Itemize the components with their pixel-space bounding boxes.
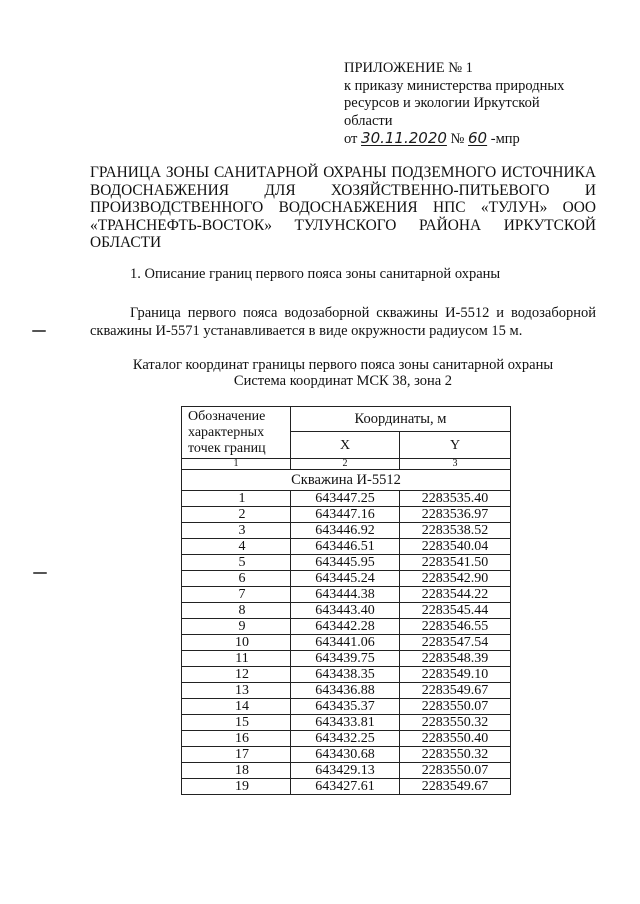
coord-x: 643442.28 [291, 619, 400, 635]
table-row [182, 491, 511, 507]
point-number: 3 [182, 523, 291, 539]
point-number: 18 [182, 763, 291, 779]
coord-y: 2283544.22 [400, 587, 511, 603]
table-row [182, 651, 511, 667]
point-number: 1 [182, 491, 291, 507]
coord-x: 643435.37 [291, 699, 400, 715]
coord-x: 643446.51 [291, 539, 400, 555]
coord-y: 2283550.32 [400, 747, 511, 763]
coord-y: 2283550.07 [400, 763, 511, 779]
table-row [182, 523, 511, 539]
section-heading: 1. Описание границ первого пояса зоны санитарной охраны [130, 266, 501, 282]
coord-x: 643447.25 [291, 491, 400, 507]
point-number: 15 [182, 715, 291, 731]
coord-x: 643429.13 [291, 763, 400, 779]
order-line [344, 130, 594, 149]
point-number: 5 [182, 555, 291, 571]
point-number: 17 [182, 747, 291, 763]
order-suffix: -мпр [490, 131, 520, 147]
document-title: ГРАНИЦА ЗОНЫ САНИТАРНОЙ ОХРАНЫ ПОДЗЕМНОГО ИСТОЧНИКА ВОДОСНАБЖЕНИЯ ДЛЯ ХОЗЯЙСТВЕННО-ПИТЬЕВОГО И ПРОИЗВОДСТВЕННОГО ВОДОСНАБЖЕНИЯ НПС «ТУЛУН» ООО «ТРАНСНЕФТЬ-ВОСТОК» ТУЛУНСКОГО РАЙОНА ИРКУТСКОЙ ОБЛАСТИ [90, 164, 596, 251]
point-number: 14 [182, 699, 291, 715]
table-row [182, 667, 511, 683]
coordinates-table [181, 406, 511, 795]
point-number: 16 [182, 731, 291, 747]
table-row [182, 699, 511, 715]
table-row [182, 539, 511, 555]
point-number: 9 [182, 619, 291, 635]
catalog-caption [90, 357, 596, 389]
coord-y: 2283536.97 [400, 507, 511, 523]
coord-y: 2283547.54 [400, 635, 511, 651]
header-x: X [291, 432, 400, 459]
point-number: 10 [182, 635, 291, 651]
scan-mark [33, 572, 47, 574]
table-row [182, 731, 511, 747]
coord-x: 643444.38 [291, 587, 400, 603]
well-group-heading: Скважина И-5512 [182, 470, 511, 491]
column-number: 1 [182, 459, 291, 470]
point-number: 7 [182, 587, 291, 603]
coord-x: 643432.25 [291, 731, 400, 747]
point-number: 2 [182, 507, 291, 523]
coord-x: 643430.68 [291, 747, 400, 763]
coord-x: 643427.61 [291, 779, 400, 795]
column-number: 2 [291, 459, 400, 470]
order-from-label: от [344, 131, 358, 147]
header-designation: Обозначение характерных точек границ [182, 407, 291, 459]
coord-y: 2283538.52 [400, 523, 511, 539]
coord-x: 643445.24 [291, 571, 400, 587]
annex-line-2: ресурсов и экологии Иркутской [344, 95, 540, 111]
order-date-handwritten: 30.11.2020 [361, 129, 447, 147]
coord-y: 2283545.44 [400, 603, 511, 619]
coord-x: 643443.40 [291, 603, 400, 619]
catalog-line-2: Система координат МСК 38, зона 2 [233, 373, 453, 389]
point-number: 8 [182, 603, 291, 619]
coord-y: 2283550.32 [400, 715, 511, 731]
coord-x: 643433.81 [291, 715, 400, 731]
point-number: 11 [182, 651, 291, 667]
coord-y: 2283549.10 [400, 667, 511, 683]
coord-y: 2283549.67 [400, 779, 511, 795]
column-number: 3 [400, 459, 511, 470]
annex-block [344, 60, 594, 149]
point-number: 13 [182, 683, 291, 699]
coord-x: 643447.16 [291, 507, 400, 523]
table-row [182, 603, 511, 619]
table-row [182, 779, 511, 795]
table-row [182, 683, 511, 699]
point-number: 19 [182, 779, 291, 795]
coord-y: 2283548.39 [400, 651, 511, 667]
order-number-label: № [450, 131, 465, 147]
coord-x: 643441.06 [291, 635, 400, 651]
coord-y: 2283542.90 [400, 571, 511, 587]
coord-x: 643439.75 [291, 651, 400, 667]
table-row [182, 747, 511, 763]
coord-x: 643438.35 [291, 667, 400, 683]
header-y: Y [400, 432, 511, 459]
scan-mark [32, 330, 46, 332]
header-coordinates: Координаты, м [291, 407, 511, 432]
coord-y: 2283535.40 [400, 491, 511, 507]
annex-line-1: к приказу министерства природных [344, 77, 565, 94]
point-number: 4 [182, 539, 291, 555]
table-row [182, 587, 511, 603]
point-number: 6 [182, 571, 291, 587]
catalog-line-1: Каталог координат границы первого пояса зоны санитарной охраны [132, 357, 554, 373]
coord-y: 2283550.07 [400, 699, 511, 715]
coord-y: 2283546.55 [400, 619, 511, 635]
coord-y: 2283540.04 [400, 539, 511, 555]
table-row [182, 763, 511, 779]
table-row [182, 635, 511, 651]
table-row [182, 715, 511, 731]
table-row [182, 507, 511, 523]
table-row [182, 619, 511, 635]
coord-y: 2283550.40 [400, 731, 511, 747]
order-number-handwritten: 60 [468, 129, 488, 147]
coord-x: 643446.92 [291, 523, 400, 539]
annex-line-3: области [344, 112, 393, 129]
boundary-description: Граница первого пояса водозаборной скважины И-5512 и водозаборной скважины И-5571 устанавливается в виде окружности радиусом 15 м. [90, 305, 596, 339]
annex-title: ПРИЛОЖЕНИЕ № 1 [344, 60, 473, 76]
table-row [182, 571, 511, 587]
coord-x: 643436.88 [291, 683, 400, 699]
coord-x: 643445.95 [291, 555, 400, 571]
point-number: 12 [182, 667, 291, 683]
table-row [182, 555, 511, 571]
coord-y: 2283549.67 [400, 683, 511, 699]
coord-y: 2283541.50 [400, 555, 511, 571]
